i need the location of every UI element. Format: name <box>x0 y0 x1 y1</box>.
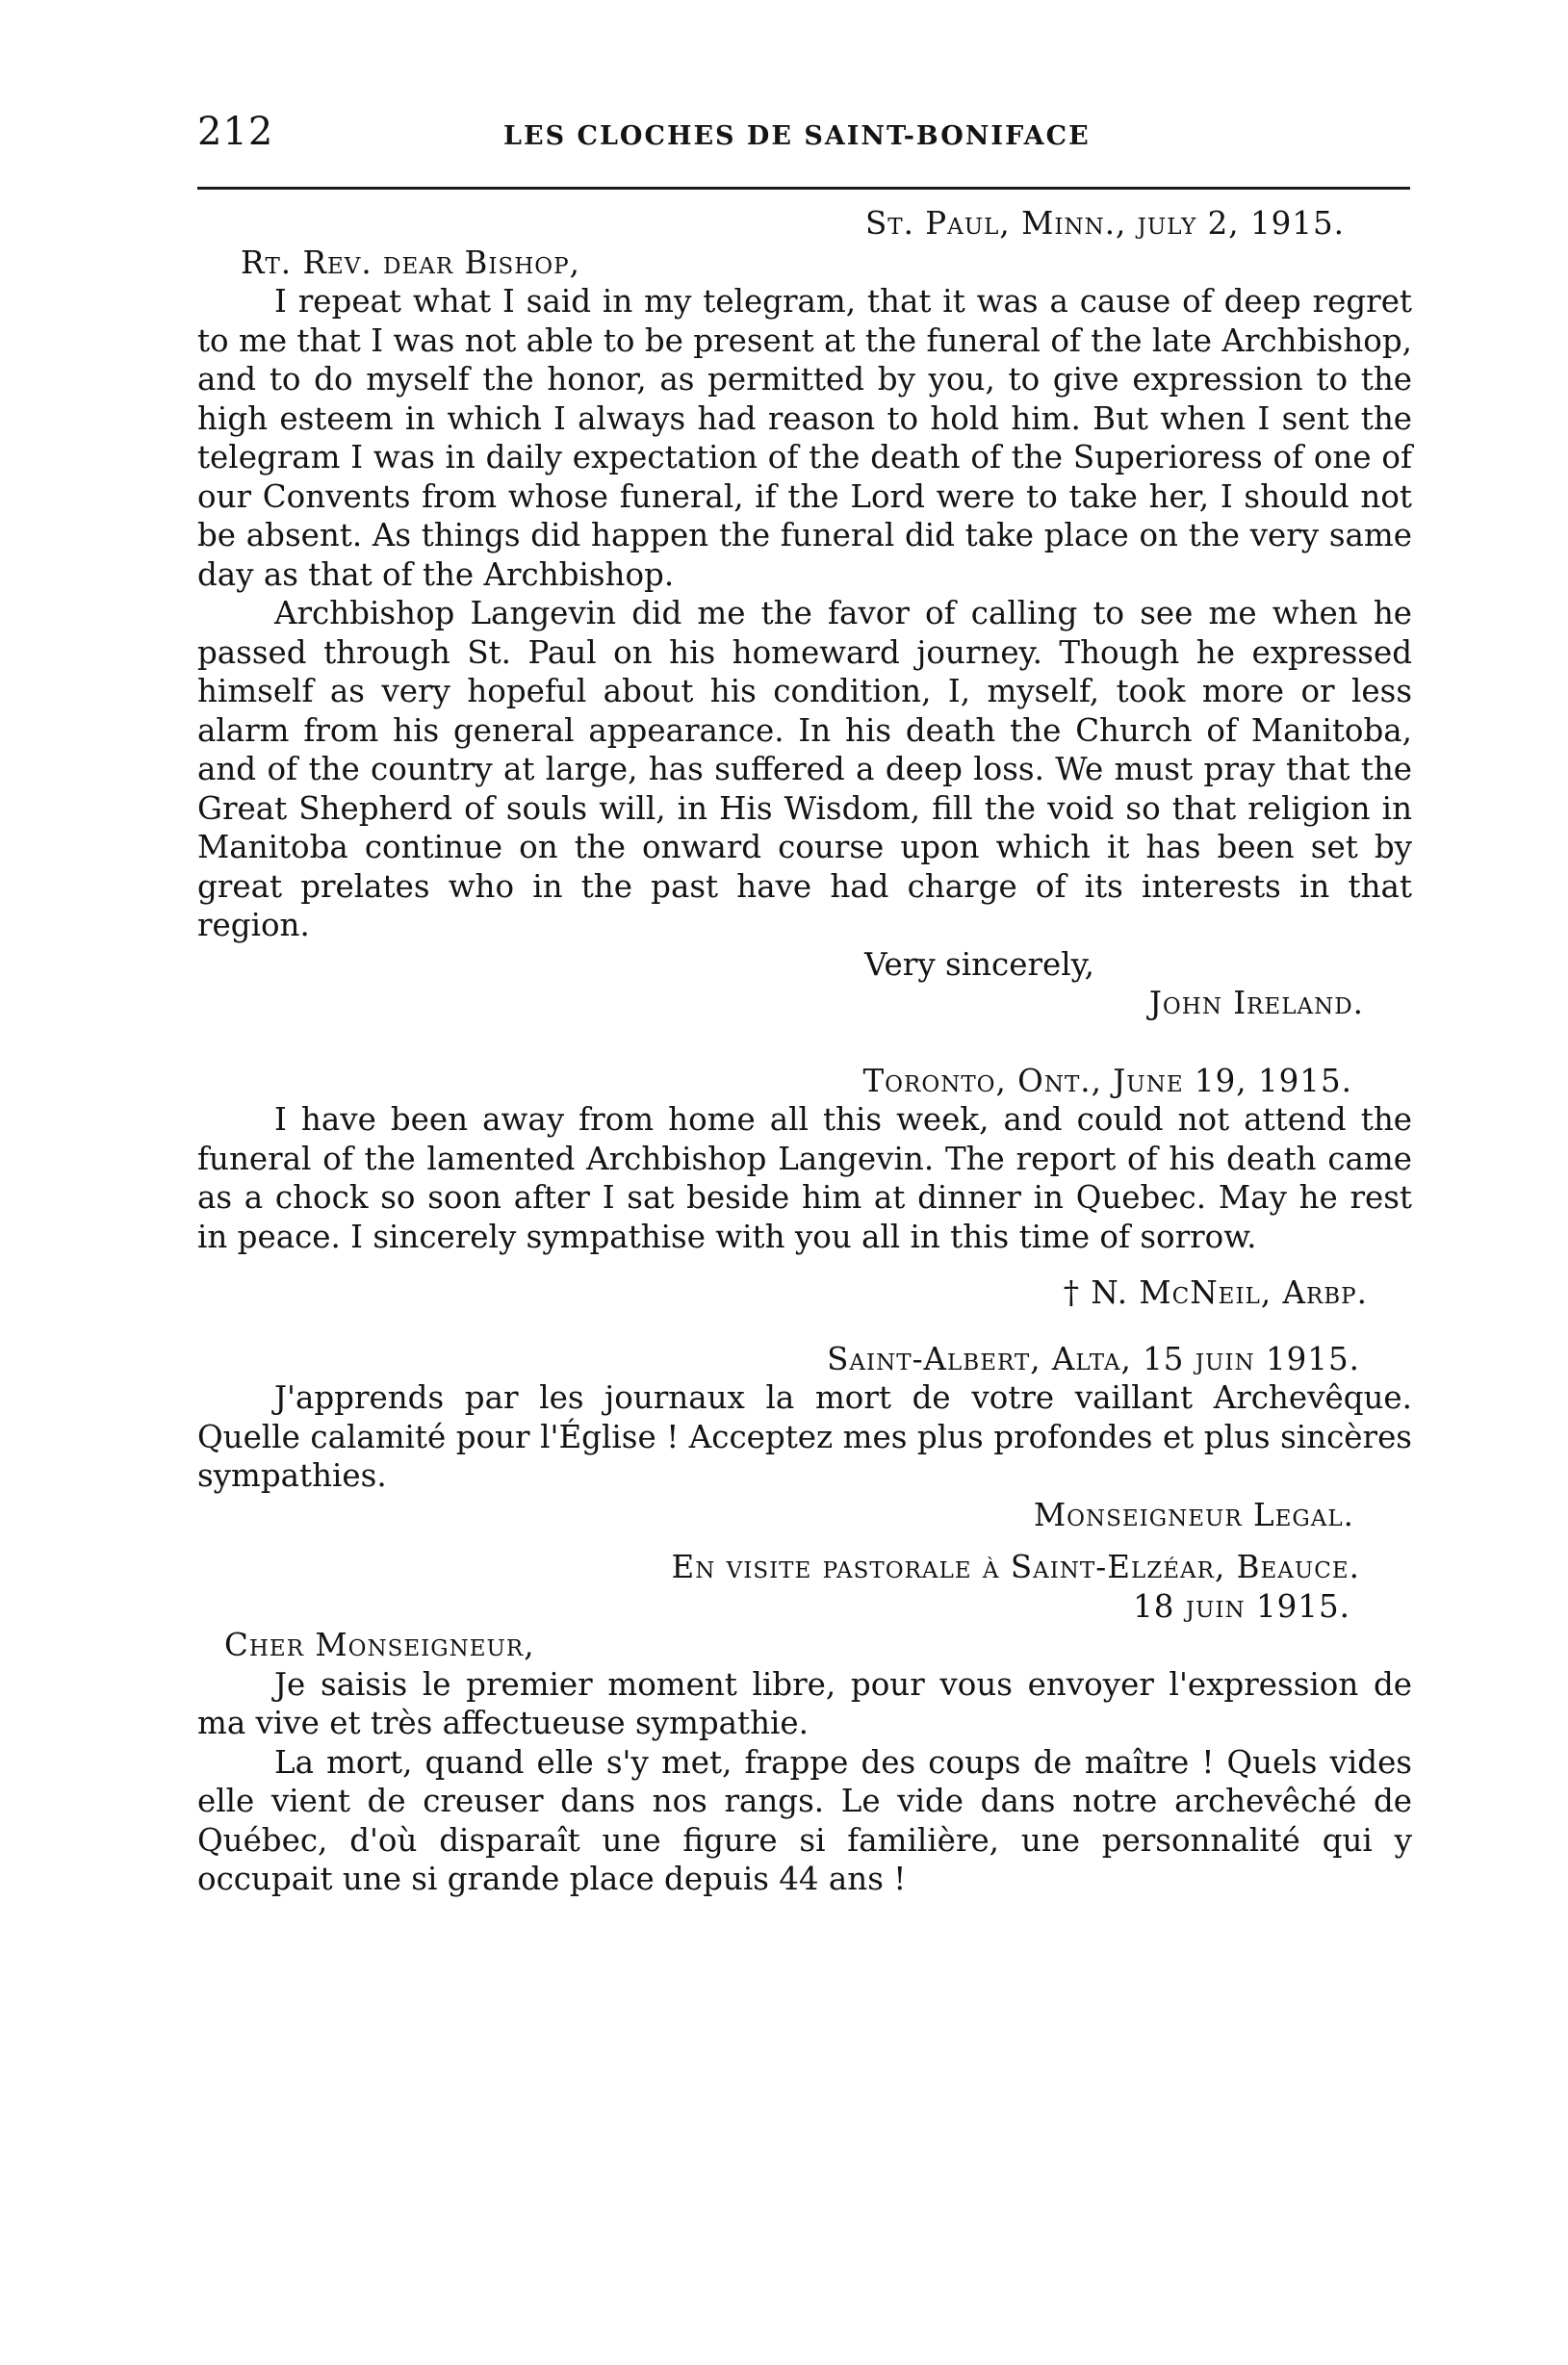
paragraph: J'apprends par les journaux la mort de votre vaillant Archevêque. Quelle calamité pour l'Église ! Acceptez mes plus profondes et plus sincères sympathies. <box>197 1379 1412 1494</box>
paragraph: I repeat what I said in my telegram, that it was a cause of deep regret to me that I was not able to be present at the funeral of the late Archbishop, and to do myself the honor, as permitted by you, to give expression to the high esteem in which I always had reason to hold him. But when I sent the telegram I was in daily expectation of the death of the Superioress of one of our Convents from whose funeral, if the Lord were to take her, I should not be absent. As things did happen the funeral did take place on the very same day as that of the Archbishop. <box>197 283 1412 593</box>
letter-legal <box>197 1340 1412 1535</box>
running-head <box>197 108 1410 166</box>
page-body <box>197 204 1412 1899</box>
page-number: 212 <box>197 110 274 154</box>
paragraph: Je saisis le premier moment libre, pour vous envoyer l'expression de ma vive et très affectueuse sympathie. <box>197 1665 1412 1741</box>
closing: Very sincerely, <box>864 945 1094 983</box>
paragraph: Archbishop Langevin did me the favor of calling to see me when he passed through St. Paul on his homeward journey. Though he expressed himself as very hopeful about his condition, I, myself, took more or less alarm from his general appearance. In his death the Church of Manitoba, and of the country at large, has suffered a deep loss. We must pray that the Great Shepherd of souls will, in His Wisdom, fill the void so that religion in Manitoba continue on the onward course upon which it has been set by great prelates who in the past have had charge of its interests in that region. <box>197 595 1412 943</box>
dateline: St. Paul, Minn., july 2, 1915. <box>865 205 1345 242</box>
paragraph: I have been away from home all this week, and could not attend the funeral of the lamented Archbishop Langevin. The report of his death came as a chock so soon after I sat beside him at dinner in Quebec. May he rest in peace. I sincerely sympathise with you all in this time of sorrow. <box>197 1101 1412 1255</box>
signature: † N. McNeil, Arbp. <box>1063 1274 1368 1311</box>
letter-mcneil <box>197 1062 1412 1313</box>
dateline: Saint-Albert, Alta, 15 juin 1915. <box>827 1340 1360 1377</box>
dateline: Toronto, Ont., June 19, 1915. <box>862 1062 1352 1099</box>
book-page <box>197 108 1410 2322</box>
dateline: En visite pastorale à Saint-Elzéar, Beauce. <box>671 1549 1360 1585</box>
letter-ireland <box>197 204 1412 1023</box>
salutation: Cher Monseigneur, <box>224 1627 535 1663</box>
paragraph: La mort, quand elle s'y met, frappe des coups de maître ! Quels vides elle vient de creuser dans nos rangs. Le vide dans notre archevêché de Québec, d'où disparaît une figure si familière, une personnalité qui y occupait une si grande place depuis 44 ans ! <box>197 1743 1412 1897</box>
salutation: Rt. Rev. dear Bishop, <box>241 244 580 281</box>
signature: John Ireland. <box>1148 985 1364 1021</box>
letter-beauce <box>197 1548 1412 1899</box>
header-rule <box>197 187 1410 190</box>
running-title: LES CLOCHES DE SAINT-BONIFACE <box>503 121 1091 151</box>
dateline-date: 18 juin 1915. <box>1133 1587 1350 1625</box>
signature: Monseigneur Legal. <box>1033 1496 1354 1533</box>
